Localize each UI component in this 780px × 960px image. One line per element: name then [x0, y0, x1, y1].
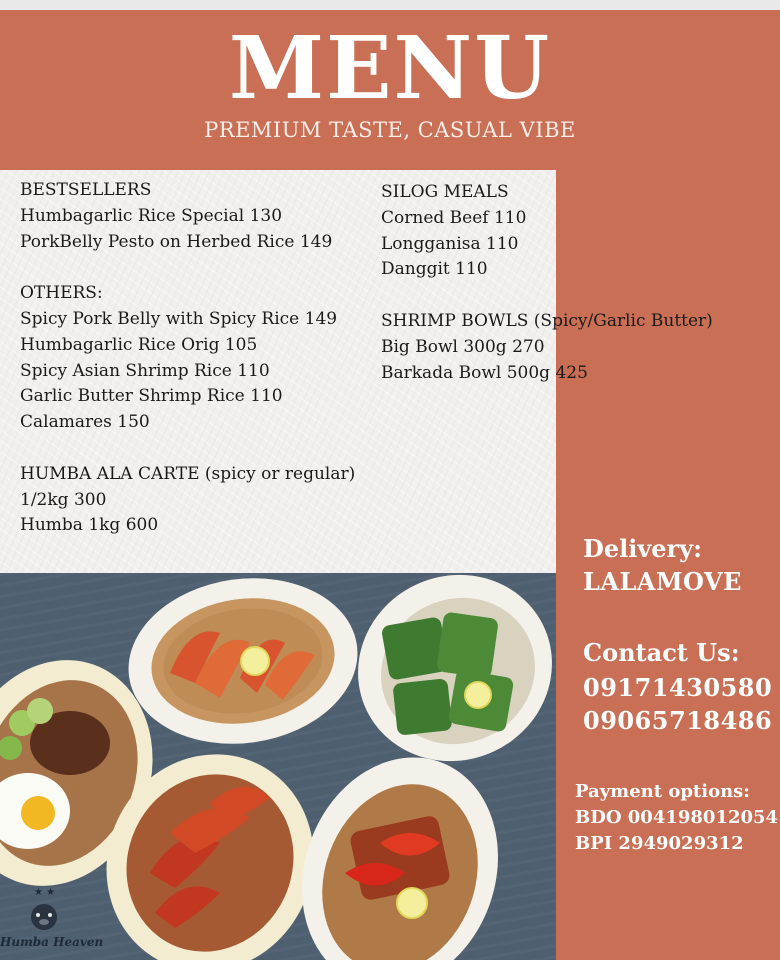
menu-item: Garlic Butter Shrimp Rice 110: [20, 386, 283, 407]
menu-item: Calamares 150: [20, 412, 150, 433]
payment-option: BPI 2949029312: [575, 833, 744, 854]
menu-item: Humbagarlic Rice Special 130: [20, 205, 283, 226]
others-heading: OTHERS:: [20, 283, 103, 304]
menu-item: Big Bowl 300g 270: [381, 336, 545, 357]
bestsellers-heading: BESTSELLERS: [20, 180, 152, 200]
humba-heaven-logo: [31, 887, 57, 930]
svg-text:★ ★: ★ ★: [34, 887, 56, 898]
menu-left-column: [20, 178, 355, 539]
pesto-porkbelly-plate: [327, 573, 556, 793]
contact-number: 09065718486: [583, 706, 773, 735]
menu-subtitle: PREMIUM TASTE, CASUAL VIBE: [204, 118, 576, 142]
delivery-label: Delivery:: [583, 534, 702, 563]
menu-right-column: [381, 180, 713, 386]
food-plates-illustration: [0, 573, 556, 960]
payment-block: [575, 779, 778, 857]
menu-item: Barkada Bowl 500g 425: [381, 362, 588, 383]
menu-item: Humba 1kg 600: [20, 515, 159, 536]
menu-item: Humbagarlic Rice Orig 105: [20, 334, 258, 355]
shrimp-heading: SHRIMP BOWLS (Spicy/Garlic Butter): [381, 310, 713, 331]
menu-item: Longganisa 110: [381, 233, 519, 254]
delivery-block: [583, 534, 742, 596]
spicy-porkbelly-plate: [270, 730, 529, 960]
payment-option: BDO 004198012054: [575, 807, 779, 828]
silog-heading: SILOG MEALS: [381, 182, 509, 202]
shrimp-rice-plate: [118, 573, 369, 758]
food-photo: [0, 573, 556, 960]
payment-label: Payment options:: [575, 781, 750, 802]
contact-number: 09171430580: [583, 673, 773, 702]
menu-item: Danggit 110: [381, 259, 488, 280]
menu-title: MENU: [228, 18, 552, 119]
top-strip: [0, 0, 780, 10]
menu-item: PorkBelly Pesto on Herbed Rice 149: [20, 231, 333, 252]
brand-name: Humba Heaven: [0, 935, 104, 949]
menu-item: Spicy Asian Shrimp Rice 110: [20, 360, 270, 381]
delivery-value: LALAMOVE: [583, 567, 742, 596]
menu-item: 1/2kg 300: [20, 489, 107, 510]
contact-label: Contact Us:: [583, 638, 740, 667]
contact-block: [583, 638, 772, 735]
humba-heading: HUMBA ALA CARTE (spicy or regular): [20, 463, 356, 484]
menu-item: Corned Beef 110: [381, 207, 527, 228]
menu-item: Spicy Pork Belly with Spicy Rice 149: [20, 308, 338, 329]
